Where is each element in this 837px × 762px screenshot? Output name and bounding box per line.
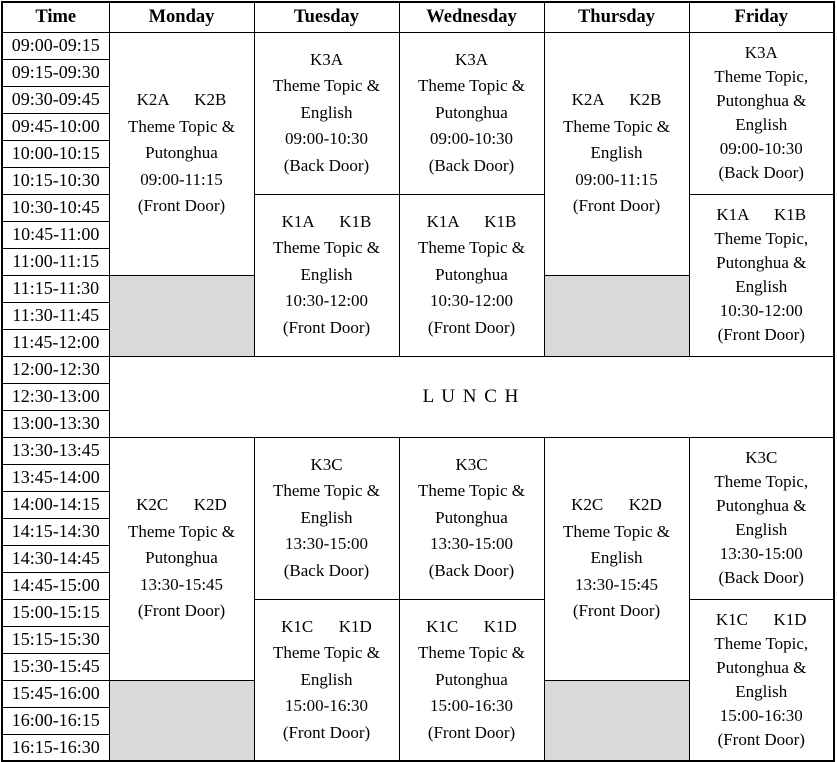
event-line: Theme Topic &: [562, 521, 671, 541]
event-line: English: [300, 507, 353, 527]
event-line: Theme Topic,: [714, 229, 809, 248]
event-tuesday-early-afternoon: [254, 437, 399, 599]
event-line: Theme Topic &: [562, 116, 671, 136]
header-thursday: Thursday: [544, 2, 689, 32]
event-line: Putonghua: [435, 102, 508, 122]
event-monday-afternoon: [109, 437, 254, 680]
header-row: [2, 2, 834, 32]
event-line: 13:30-15:00: [429, 534, 514, 554]
header-time: Time: [2, 2, 109, 32]
time-slot: 11:00-11:15: [2, 248, 109, 275]
time-slot: 12:30-13:00: [2, 383, 109, 410]
event-thursday-afternoon: [544, 437, 689, 680]
event-line: (Front Door): [282, 722, 371, 742]
header-wednesday: Wednesday: [399, 2, 544, 32]
event-line: Theme Topic &: [127, 521, 236, 541]
event-line: Theme Topic &: [127, 116, 236, 136]
time-slot: 10:15-10:30: [2, 167, 109, 194]
event-line: K3A: [744, 43, 778, 62]
event-line: 09:00-11:15: [140, 169, 223, 189]
time-slot: 09:30-09:45: [2, 86, 109, 113]
event-line: K3C: [745, 448, 778, 467]
time-slot: 14:45-15:00: [2, 572, 109, 599]
event-line: K1A K1B: [716, 205, 807, 224]
header-tuesday: Tuesday: [254, 2, 399, 32]
event-line: (Back Door): [283, 560, 370, 580]
event-friday-late-afternoon: [689, 599, 834, 761]
event-friday-late-morning: [689, 194, 834, 356]
time-slot: 14:15-14:30: [2, 518, 109, 545]
time-slot: 13:45-14:00: [2, 464, 109, 491]
event-line: Theme Topic &: [417, 238, 526, 258]
header-monday: Monday: [109, 2, 254, 32]
shaded-cell-thursday-late-afternoon: [544, 680, 689, 761]
event-line: Putonghua: [435, 264, 508, 284]
event-line: Theme Topic,: [714, 67, 809, 86]
event-line: English: [590, 548, 643, 568]
event-line: (Back Door): [428, 560, 515, 580]
event-line: Theme Topic &: [272, 643, 381, 662]
event-line: (Back Door): [718, 163, 804, 182]
event-line: Putonghua &: [716, 91, 807, 110]
time-slot: 14:00-14:15: [2, 491, 109, 518]
event-line: Putonghua &: [716, 657, 807, 677]
event-line: 13:30-15:45: [574, 574, 659, 594]
time-slot: 15:15-15:30: [2, 626, 109, 653]
event-line: K2A K2B: [136, 90, 227, 110]
time-slot: 10:45-11:00: [2, 221, 109, 248]
event-line: English: [300, 102, 353, 122]
event-line: (Back Door): [718, 568, 804, 587]
event-line: K3C: [455, 454, 488, 474]
event-line: (Front Door): [717, 325, 805, 344]
event-line: English: [735, 520, 788, 539]
event-wednesday-late-afternoon: [399, 599, 544, 761]
time-slot: 11:15-11:30: [2, 275, 109, 302]
event-line: Theme Topic,: [714, 633, 809, 653]
event-friday-early-morning: [689, 32, 834, 194]
event-line: Theme Topic,: [714, 472, 809, 491]
event-line: English: [300, 264, 353, 284]
event-line: K1C K1D: [426, 616, 517, 636]
event-line: Theme Topic &: [272, 481, 381, 501]
event-line: K3C: [310, 454, 343, 474]
event-tuesday-early-morning: [254, 32, 399, 194]
event-line: (Front Door): [717, 729, 805, 749]
event-line: (Front Door): [427, 317, 516, 337]
event-line: 09:00-10:30: [719, 139, 803, 158]
event-monday-morning: [109, 32, 254, 275]
time-slot: 11:45-12:00: [2, 329, 109, 356]
event-line: K1C K1D: [715, 609, 807, 629]
event-line: K1C K1D: [281, 616, 372, 636]
event-thursday-morning: [544, 32, 689, 275]
event-line: 10:30-12:00: [284, 291, 369, 311]
time-slot: 16:00-16:15: [2, 707, 109, 734]
shaded-cell-monday-late-afternoon: [109, 680, 254, 761]
shaded-cell-thursday-late-morning: [544, 275, 689, 356]
time-slot: 15:45-16:00: [2, 680, 109, 707]
time-slot: 16:15-16:30: [2, 734, 109, 761]
event-line: English: [735, 277, 788, 296]
time-slot: 14:30-14:45: [2, 545, 109, 572]
event-line: (Front Door): [572, 196, 661, 216]
event-line: (Back Door): [283, 155, 370, 175]
event-line: Putonghua: [145, 548, 218, 568]
event-line: K2A K2B: [571, 90, 662, 110]
time-slot: 10:30-10:45: [2, 194, 109, 221]
event-wednesday-early-afternoon: [399, 437, 544, 599]
event-line: (Front Door): [137, 601, 226, 621]
time-slot: 09:00-09:15: [2, 32, 109, 59]
event-tuesday-late-morning: [254, 194, 399, 356]
event-wednesday-early-morning: [399, 32, 544, 194]
event-line: 10:30-12:00: [429, 291, 514, 311]
event-tuesday-late-afternoon: [254, 599, 399, 761]
event-line: 09:00-11:15: [575, 169, 658, 189]
time-slot: 12:00-12:30: [2, 356, 109, 383]
event-line: English: [735, 115, 788, 134]
event-line: K3A: [454, 49, 489, 69]
event-line: Theme Topic &: [417, 643, 526, 662]
event-line: Theme Topic &: [272, 238, 381, 258]
event-wednesday-late-morning: [399, 194, 544, 356]
event-line: K2C K2D: [571, 495, 662, 515]
time-slot: 09:45-10:00: [2, 113, 109, 140]
event-line: Theme Topic &: [417, 481, 526, 501]
time-slot: 13:00-13:30: [2, 410, 109, 437]
time-slot: 10:00-10:15: [2, 140, 109, 167]
event-friday-early-afternoon: [689, 437, 834, 599]
event-line: 13:30-15:00: [284, 534, 369, 554]
event-line: (Front Door): [572, 601, 661, 621]
event-line: Putonghua: [145, 143, 218, 163]
event-line: K2C K2D: [136, 495, 227, 515]
time-slot: 09:15-09:30: [2, 59, 109, 86]
event-line: Putonghua: [435, 507, 508, 527]
event-line: 09:00-10:30: [284, 129, 369, 149]
event-line: 10:30-12:00: [719, 301, 803, 320]
header-friday: Friday: [689, 2, 834, 32]
event-line: (Back Door): [428, 155, 515, 175]
table-row: [2, 356, 834, 383]
event-line: (Front Door): [137, 196, 226, 216]
event-line: Putonghua: [435, 669, 508, 689]
table-row: [2, 437, 834, 464]
time-slot: 13:30-13:45: [2, 437, 109, 464]
event-line: K1A K1B: [426, 211, 517, 231]
event-line: Theme Topic &: [417, 76, 526, 96]
lunch-cell: L U N C H: [109, 356, 834, 437]
table-row: [2, 32, 834, 59]
time-slot: 15:30-15:45: [2, 653, 109, 680]
event-line: 09:00-10:30: [429, 129, 514, 149]
timetable-table: [1, 1, 835, 762]
time-slot: 11:30-11:45: [2, 302, 109, 329]
event-line: 15:00-16:30: [429, 696, 514, 715]
time-slot: 15:00-15:15: [2, 599, 109, 626]
shaded-cell-monday-late-morning: [109, 275, 254, 356]
event-line: Putonghua &: [716, 253, 807, 272]
event-line: Theme Topic &: [272, 76, 381, 96]
event-line: 15:00-16:30: [719, 705, 803, 725]
event-line: K3A: [309, 49, 344, 69]
event-line: K1A K1B: [281, 211, 372, 231]
event-line: English: [300, 669, 353, 689]
event-line: 15:00-16:30: [284, 696, 369, 715]
event-line: (Front Door): [427, 722, 516, 742]
event-line: English: [590, 143, 643, 163]
event-line: 13:30-15:45: [139, 574, 224, 594]
event-line: 13:30-15:00: [719, 544, 803, 563]
event-line: English: [735, 681, 788, 701]
event-line: Putonghua &: [716, 496, 807, 515]
event-line: (Front Door): [282, 317, 371, 337]
